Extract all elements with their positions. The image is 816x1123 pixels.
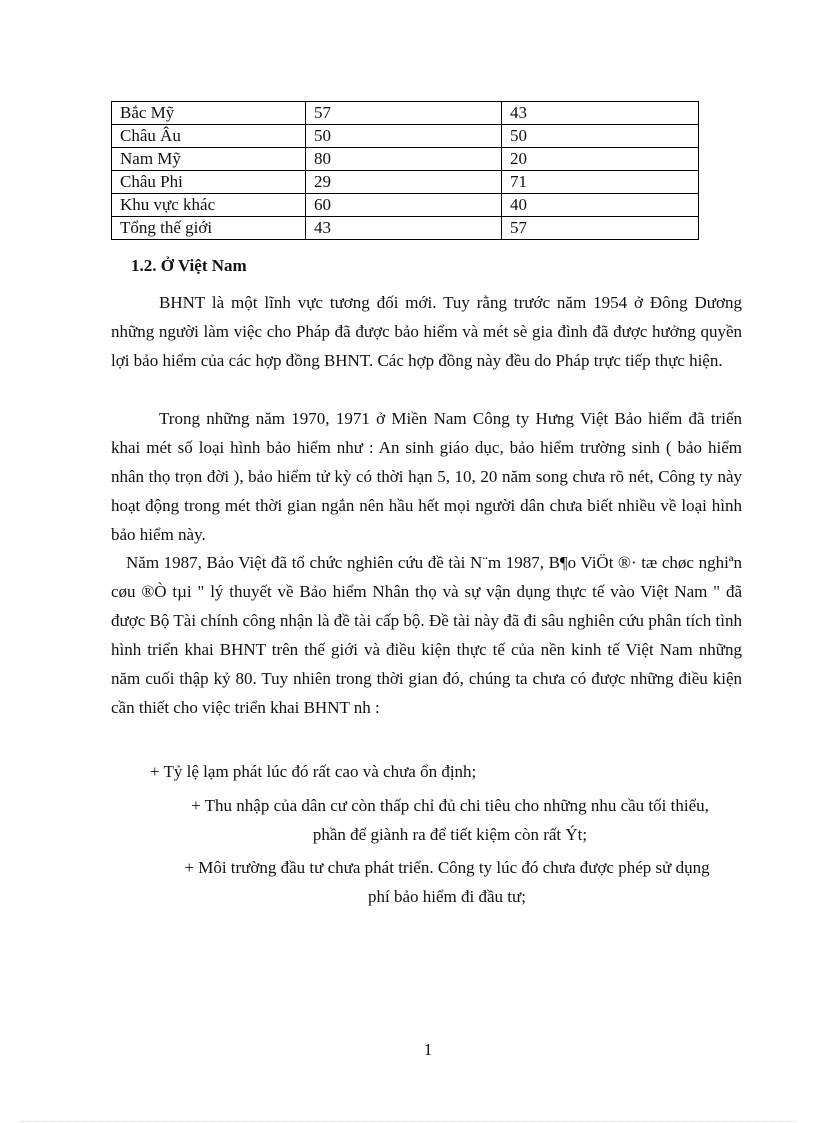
- table-row: [112, 171, 699, 194]
- table-cell-value: 71: [502, 171, 699, 194]
- paragraph: Năm 1987, Bảo Việt đã tổ chức nghiên cứu đề tài N¨m 1987, B¶o ViÖt ®· tæ chøc nghiªn cøu ®Ò tµi " lý thuyết về Bảo hiểm Nhân thọ và sự vận dụng thực tế vào Việt Nam " đã được Bộ Tài chính công nhận là đề tài cấp bộ. Đề tài này đã đi sâu nghiên cứu phân tích tình hình triển khai BHNT trên thế giới và điều kiện thực tế của nền kinh tế Việt Nam những năm cuối thập kỷ 80. Tuy nhiên trong thời gian đó, chúng ta chưa có được những điều kiện cần thiết cho việc triển khai BHNT nh :: [111, 553, 742, 717]
- bullet-line: + Tỷ lệ lạm phát lúc đó rất cao và chưa ổn định;: [150, 762, 477, 781]
- table-cell-value: 20: [502, 148, 699, 171]
- table-cell-value: 29: [306, 171, 502, 194]
- table-cell-value: 57: [502, 217, 699, 240]
- bullet-line: + Thu nhập của dân cư còn thấp chỉ đủ chi tiêu cho những nhu cầu tối thiểu,: [191, 796, 709, 815]
- table-cell-region: Tổng thế giới: [112, 217, 306, 240]
- bullet-line: + Môi trường đầu tư chưa phát triển. Công ty lúc đó chưa được phép sử dụng: [184, 858, 710, 877]
- table-row: [112, 125, 699, 148]
- table-cell-value: 50: [502, 125, 699, 148]
- bullet-item: [150, 757, 476, 786]
- paragraph: Trong những năm 1970, 1971 ở Miền Nam Công ty Hưng Việt Bảo hiểm đã triển khai mét số loại hình bảo hiểm như : An sinh giáo dục, bảo hiểm trường sinh ( bảo hiểm nhân thọ trọn đời ), bảo hiểm tử kỳ có thời hạn 5, 10, 20 năm song chưa rõ nét, Công ty này hoạt động trong mét thời gian ngắn nên hầu hết mọi người dân chưa biết nhiều về loại hình bảo hiểm này.: [111, 409, 742, 544]
- bullet-item: [155, 853, 739, 911]
- table-cell-region: Châu Âu: [112, 125, 306, 148]
- table-cell-value: 40: [502, 194, 699, 217]
- table-row: [112, 102, 699, 125]
- page-number: 1: [423, 1040, 433, 1059]
- table-row: [112, 217, 699, 240]
- paragraph: BHNT là một lĩnh vực tương đối mới. Tuy rằng trước năm 1954 ở Đông Dương những người làm việc cho Pháp đã được bảo hiểm và mét sè gia đình đã được hưởng quyền lợi bảo hiểm của các hợp đồng BHNT. Các hợp đồng này đều do Pháp trực tiếp thực hiện.: [111, 293, 742, 370]
- table-cell-region: Khu vực khác: [112, 194, 306, 217]
- table-cell-value: 43: [306, 217, 502, 240]
- section-heading: 1.2. Ở Việt Nam: [131, 256, 247, 275]
- table-cell-value: 43: [502, 102, 699, 125]
- table-cell-value: 57: [306, 102, 502, 125]
- table-cell-region: Bắc Mỹ: [112, 102, 306, 125]
- table-cell-value: 80: [306, 148, 502, 171]
- table-cell-region: Nam Mỹ: [112, 148, 306, 171]
- table-cell-value: 60: [306, 194, 502, 217]
- table-row: [112, 148, 699, 171]
- bullet-line: phần để giành ra để tiết kiệm còn rất Ýt;: [312, 825, 588, 844]
- bullet-item: [160, 791, 740, 849]
- footer-divider: [20, 1121, 796, 1122]
- bullet-line: phí bảo hiểm đi đầu tư;: [368, 887, 526, 906]
- data-table: [111, 101, 699, 240]
- table-cell-value: 50: [306, 125, 502, 148]
- table-cell-region: Châu Phi: [112, 171, 306, 194]
- table-row: [112, 194, 699, 217]
